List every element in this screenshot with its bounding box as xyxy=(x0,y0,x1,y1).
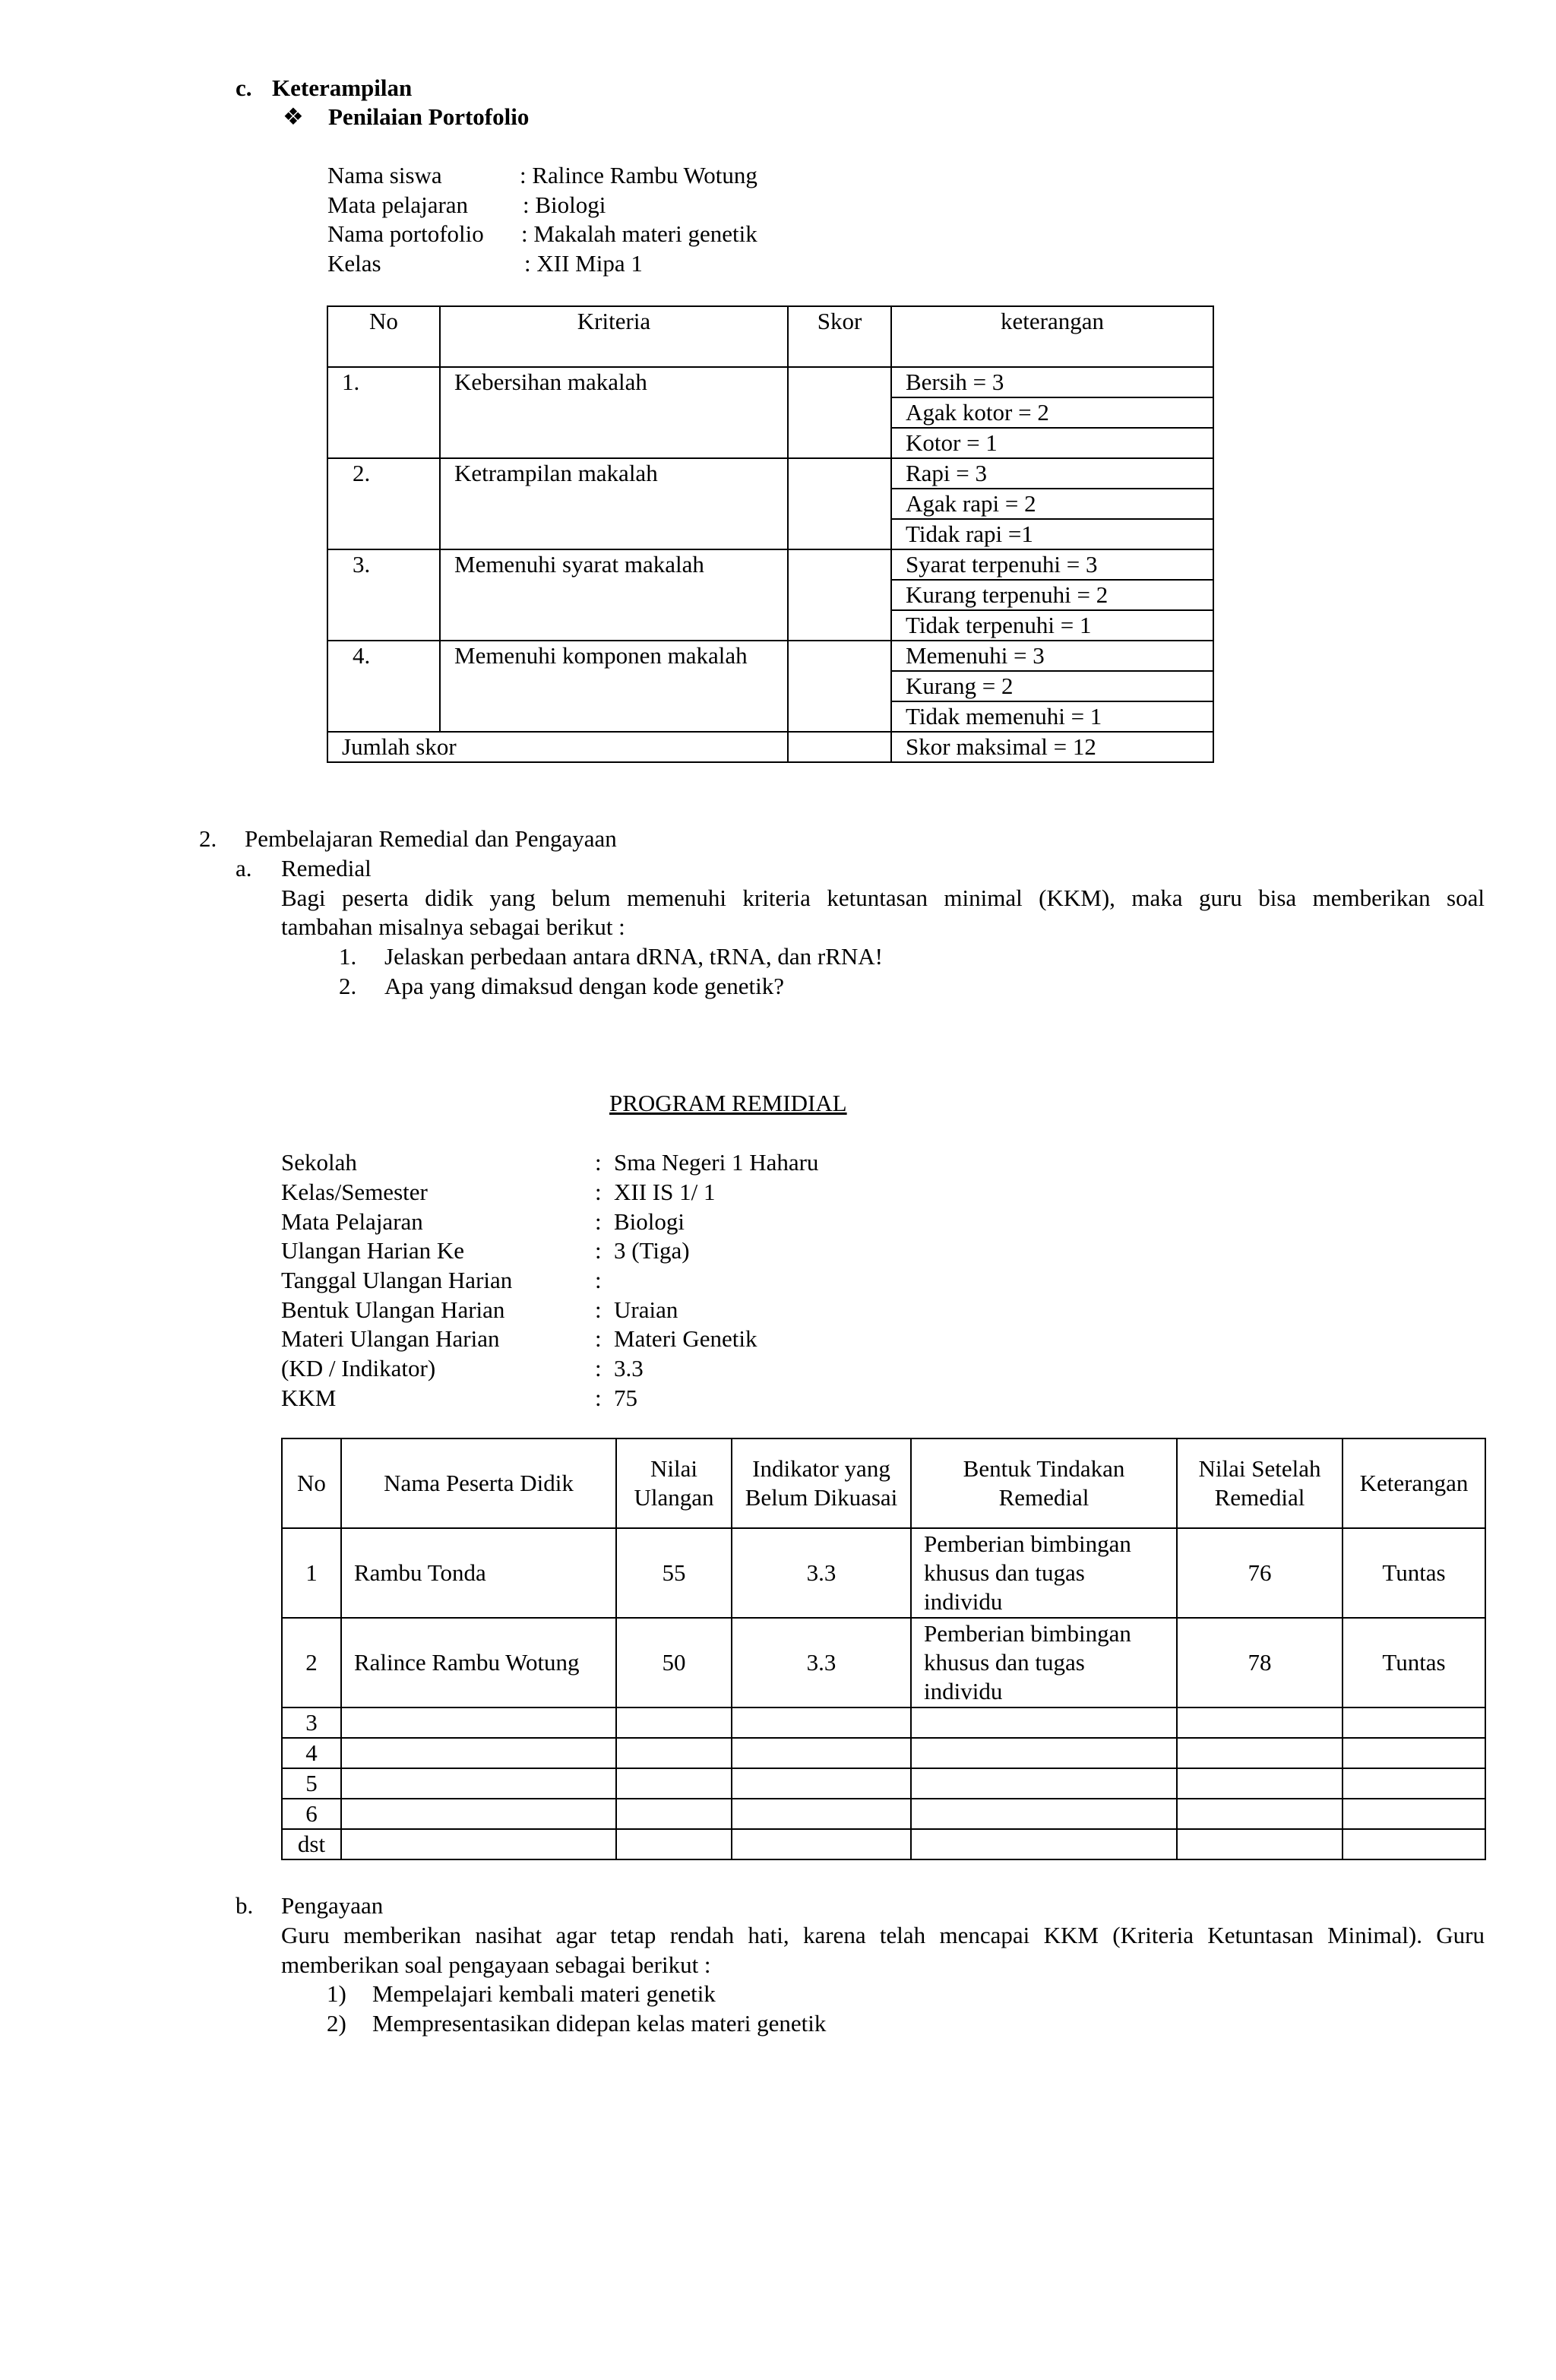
header-keterangan: Keterangan xyxy=(1343,1438,1485,1528)
info-colon: : xyxy=(595,1237,602,1264)
table-row xyxy=(327,367,1213,397)
info-label: Sekolah xyxy=(281,1149,357,1176)
cell-no: 3 xyxy=(282,1707,341,1738)
info-label: Tanggal Ulangan Harian xyxy=(281,1267,513,1293)
header-nilai: Nilai Ulangan xyxy=(616,1438,732,1528)
item-text: Mempresentasikan didepan kelas materi genetik xyxy=(372,2010,827,2037)
info-value: : XII Mipa 1 xyxy=(524,250,643,277)
portfolio-title: Penilaian Portofolio xyxy=(328,103,530,130)
row-skor xyxy=(788,458,891,549)
info-label: Ulangan Harian Ke xyxy=(281,1237,465,1264)
subsection-a-title: Remedial xyxy=(281,855,372,881)
section-c-title: Keterampilan xyxy=(272,74,413,101)
question-text: Jelaskan perbedaan antara dRNA, tRNA, dan rRNA! xyxy=(384,943,883,970)
remedial-paragraph-line1: Bagi peserta didik yang belum memenuhi kriteria ketuntasan minimal (KKM), maka guru bisa memberikan soal xyxy=(281,885,1485,911)
info-value: 3.3 xyxy=(614,1355,644,1381)
info-label: Bentuk Ulangan Harian xyxy=(281,1296,505,1323)
pengayaan-paragraph-line2: memberikan soal pengayaan sebagai berikut : xyxy=(281,1951,711,1978)
item-number: 1) xyxy=(327,1980,346,2007)
info-value: 75 xyxy=(614,1385,637,1411)
cell-no: 2 xyxy=(282,1618,341,1707)
row-keterangan: Agak kotor = 2 xyxy=(891,397,1213,428)
row-keterangan: Tidak rapi =1 xyxy=(891,519,1213,549)
item-text: Mempelajari kembali materi genetik xyxy=(372,1980,716,2007)
table-row-empty xyxy=(282,1738,1485,1768)
info-colon: : xyxy=(595,1179,602,1205)
header-skor: Skor xyxy=(788,306,891,367)
row-no: 3. xyxy=(327,549,440,641)
cell-nilai-setelah: 78 xyxy=(1177,1618,1343,1707)
info-value: : Makalah materi genetik xyxy=(521,220,757,247)
cell-tindakan: Pemberian bimbingan khusus dan tugas individu xyxy=(911,1528,1177,1618)
info-colon: : xyxy=(595,1355,602,1381)
info-colon: : xyxy=(595,1325,602,1352)
section-c-marker: c. xyxy=(236,74,252,101)
section-2-title: Pembelajaran Remedial dan Pengayaan xyxy=(245,825,617,852)
subsection-a-marker: a. xyxy=(236,855,252,881)
header-indikator: Indikator yang Belum Dikuasai xyxy=(732,1438,911,1528)
item-number: 2) xyxy=(327,2010,346,2037)
total-keterangan: Skor maksimal = 12 xyxy=(891,732,1213,762)
row-keterangan: Bersih = 3 xyxy=(891,367,1213,397)
table-row-empty xyxy=(282,1707,1485,1738)
info-colon: : xyxy=(595,1267,602,1293)
row-keterangan: Kurang terpenuhi = 2 xyxy=(891,580,1213,610)
cell-nilai-setelah: 76 xyxy=(1177,1528,1343,1618)
cell-nilai: 55 xyxy=(616,1528,732,1618)
section-2-marker: 2. xyxy=(199,825,217,852)
info-value: 3 (Tiga) xyxy=(614,1237,690,1264)
cell-no: 1 xyxy=(282,1528,341,1618)
table-row xyxy=(327,641,1213,671)
info-value: Biologi xyxy=(614,1208,685,1235)
row-keterangan: Kurang = 2 xyxy=(891,671,1213,701)
info-label: Materi Ulangan Harian xyxy=(281,1325,500,1352)
total-label: Jumlah skor xyxy=(327,732,788,762)
row-keterangan: Tidak memenuhi = 1 xyxy=(891,701,1213,732)
total-skor xyxy=(788,732,891,762)
row-kriteria: Kebersihan makalah xyxy=(440,367,788,458)
program-title: PROGRAM REMIDIAL xyxy=(609,1090,847,1116)
table-header-row xyxy=(327,306,1213,367)
table-total-row xyxy=(327,732,1213,762)
info-value: Sma Negeri 1 Haharu xyxy=(614,1149,819,1176)
table-row xyxy=(282,1618,1485,1707)
info-value: : Ralince Rambu Wotung xyxy=(520,162,757,188)
question-number: 2. xyxy=(339,973,357,999)
table-row-empty xyxy=(282,1768,1485,1799)
row-no: 4. xyxy=(327,641,440,732)
info-value: XII IS 1/ 1 xyxy=(614,1179,716,1205)
row-skor xyxy=(788,549,891,641)
info-label: KKM xyxy=(281,1385,337,1411)
row-kriteria: Memenuhi komponen makalah xyxy=(440,641,788,732)
cell-no: 4 xyxy=(282,1738,341,1768)
header-keterangan: keterangan xyxy=(891,306,1213,367)
cell-indikator: 3.3 xyxy=(732,1528,911,1618)
question-number: 1. xyxy=(339,943,357,970)
row-kriteria: Ketrampilan makalah xyxy=(440,458,788,549)
info-label: Kelas/Semester xyxy=(281,1179,428,1205)
question-text: Apa yang dimaksud dengan kode genetik? xyxy=(384,973,784,999)
info-value: Materi Genetik xyxy=(614,1325,757,1352)
info-label: Mata pelajaran xyxy=(327,191,469,218)
diamond-bullet-icon: ❖ xyxy=(283,103,304,130)
pengayaan-paragraph-line1: Guru memberikan nasihat agar tetap rendah hati, karena telah mencapai KKM (Kriteria Ketuntasan Minimal). Guru xyxy=(281,1922,1485,1948)
table-row xyxy=(282,1528,1485,1618)
header-nama: Nama Peserta Didik xyxy=(341,1438,616,1528)
row-skor xyxy=(788,641,891,732)
info-colon: : xyxy=(595,1385,602,1411)
row-keterangan: Tidak terpenuhi = 1 xyxy=(891,610,1213,641)
table-row xyxy=(327,549,1213,580)
info-label: Kelas xyxy=(327,250,381,277)
info-colon: : xyxy=(595,1296,602,1323)
info-colon: : xyxy=(595,1208,602,1235)
portfolio-table xyxy=(327,305,1214,763)
row-no: 1. xyxy=(327,367,440,458)
cell-keterangan: Tuntas xyxy=(1343,1618,1485,1707)
cell-no: 5 xyxy=(282,1768,341,1799)
cell-nama: Ralince Rambu Wotung xyxy=(341,1618,616,1707)
row-keterangan: Rapi = 3 xyxy=(891,458,1213,489)
cell-no: dst xyxy=(282,1829,341,1859)
cell-keterangan: Tuntas xyxy=(1343,1528,1485,1618)
row-keterangan: Kotor = 1 xyxy=(891,428,1213,458)
header-tindakan: Bentuk Tindakan Remedial xyxy=(911,1438,1177,1528)
table-row xyxy=(327,458,1213,489)
subsection-b-marker: b. xyxy=(236,1892,254,1919)
row-keterangan: Syarat terpenuhi = 3 xyxy=(891,549,1213,580)
info-label: Nama portofolio xyxy=(327,220,484,247)
cell-indikator: 3.3 xyxy=(732,1618,911,1707)
remedial-table xyxy=(281,1438,1486,1860)
header-kriteria: Kriteria xyxy=(440,306,788,367)
info-label: (KD / Indikator) xyxy=(281,1355,436,1381)
cell-no: 6 xyxy=(282,1799,341,1829)
info-value: : Biologi xyxy=(523,191,606,218)
cell-nilai: 50 xyxy=(616,1618,732,1707)
row-keterangan: Agak rapi = 2 xyxy=(891,489,1213,519)
subsection-b-title: Pengayaan xyxy=(281,1892,384,1919)
info-colon: : xyxy=(595,1149,602,1176)
row-no: 2. xyxy=(327,458,440,549)
header-no: No xyxy=(282,1438,341,1528)
info-value: Uraian xyxy=(614,1296,678,1323)
table-header-row xyxy=(282,1438,1485,1528)
remedial-paragraph-line2: tambahan misalnya sebagai berikut : xyxy=(281,913,625,940)
table-row-empty xyxy=(282,1829,1485,1859)
info-label: Nama siswa xyxy=(327,162,442,188)
row-kriteria: Memenuhi syarat makalah xyxy=(440,549,788,641)
row-keterangan: Memenuhi = 3 xyxy=(891,641,1213,671)
cell-nama: Rambu Tonda xyxy=(341,1528,616,1618)
info-label: Mata Pelajaran xyxy=(281,1208,423,1235)
header-nilai-setelah: Nilai Setelah Remedial xyxy=(1177,1438,1343,1528)
cell-tindakan: Pemberian bimbingan khusus dan tugas individu xyxy=(911,1618,1177,1707)
header-no: No xyxy=(327,306,440,367)
table-row-empty xyxy=(282,1799,1485,1829)
row-skor xyxy=(788,367,891,458)
